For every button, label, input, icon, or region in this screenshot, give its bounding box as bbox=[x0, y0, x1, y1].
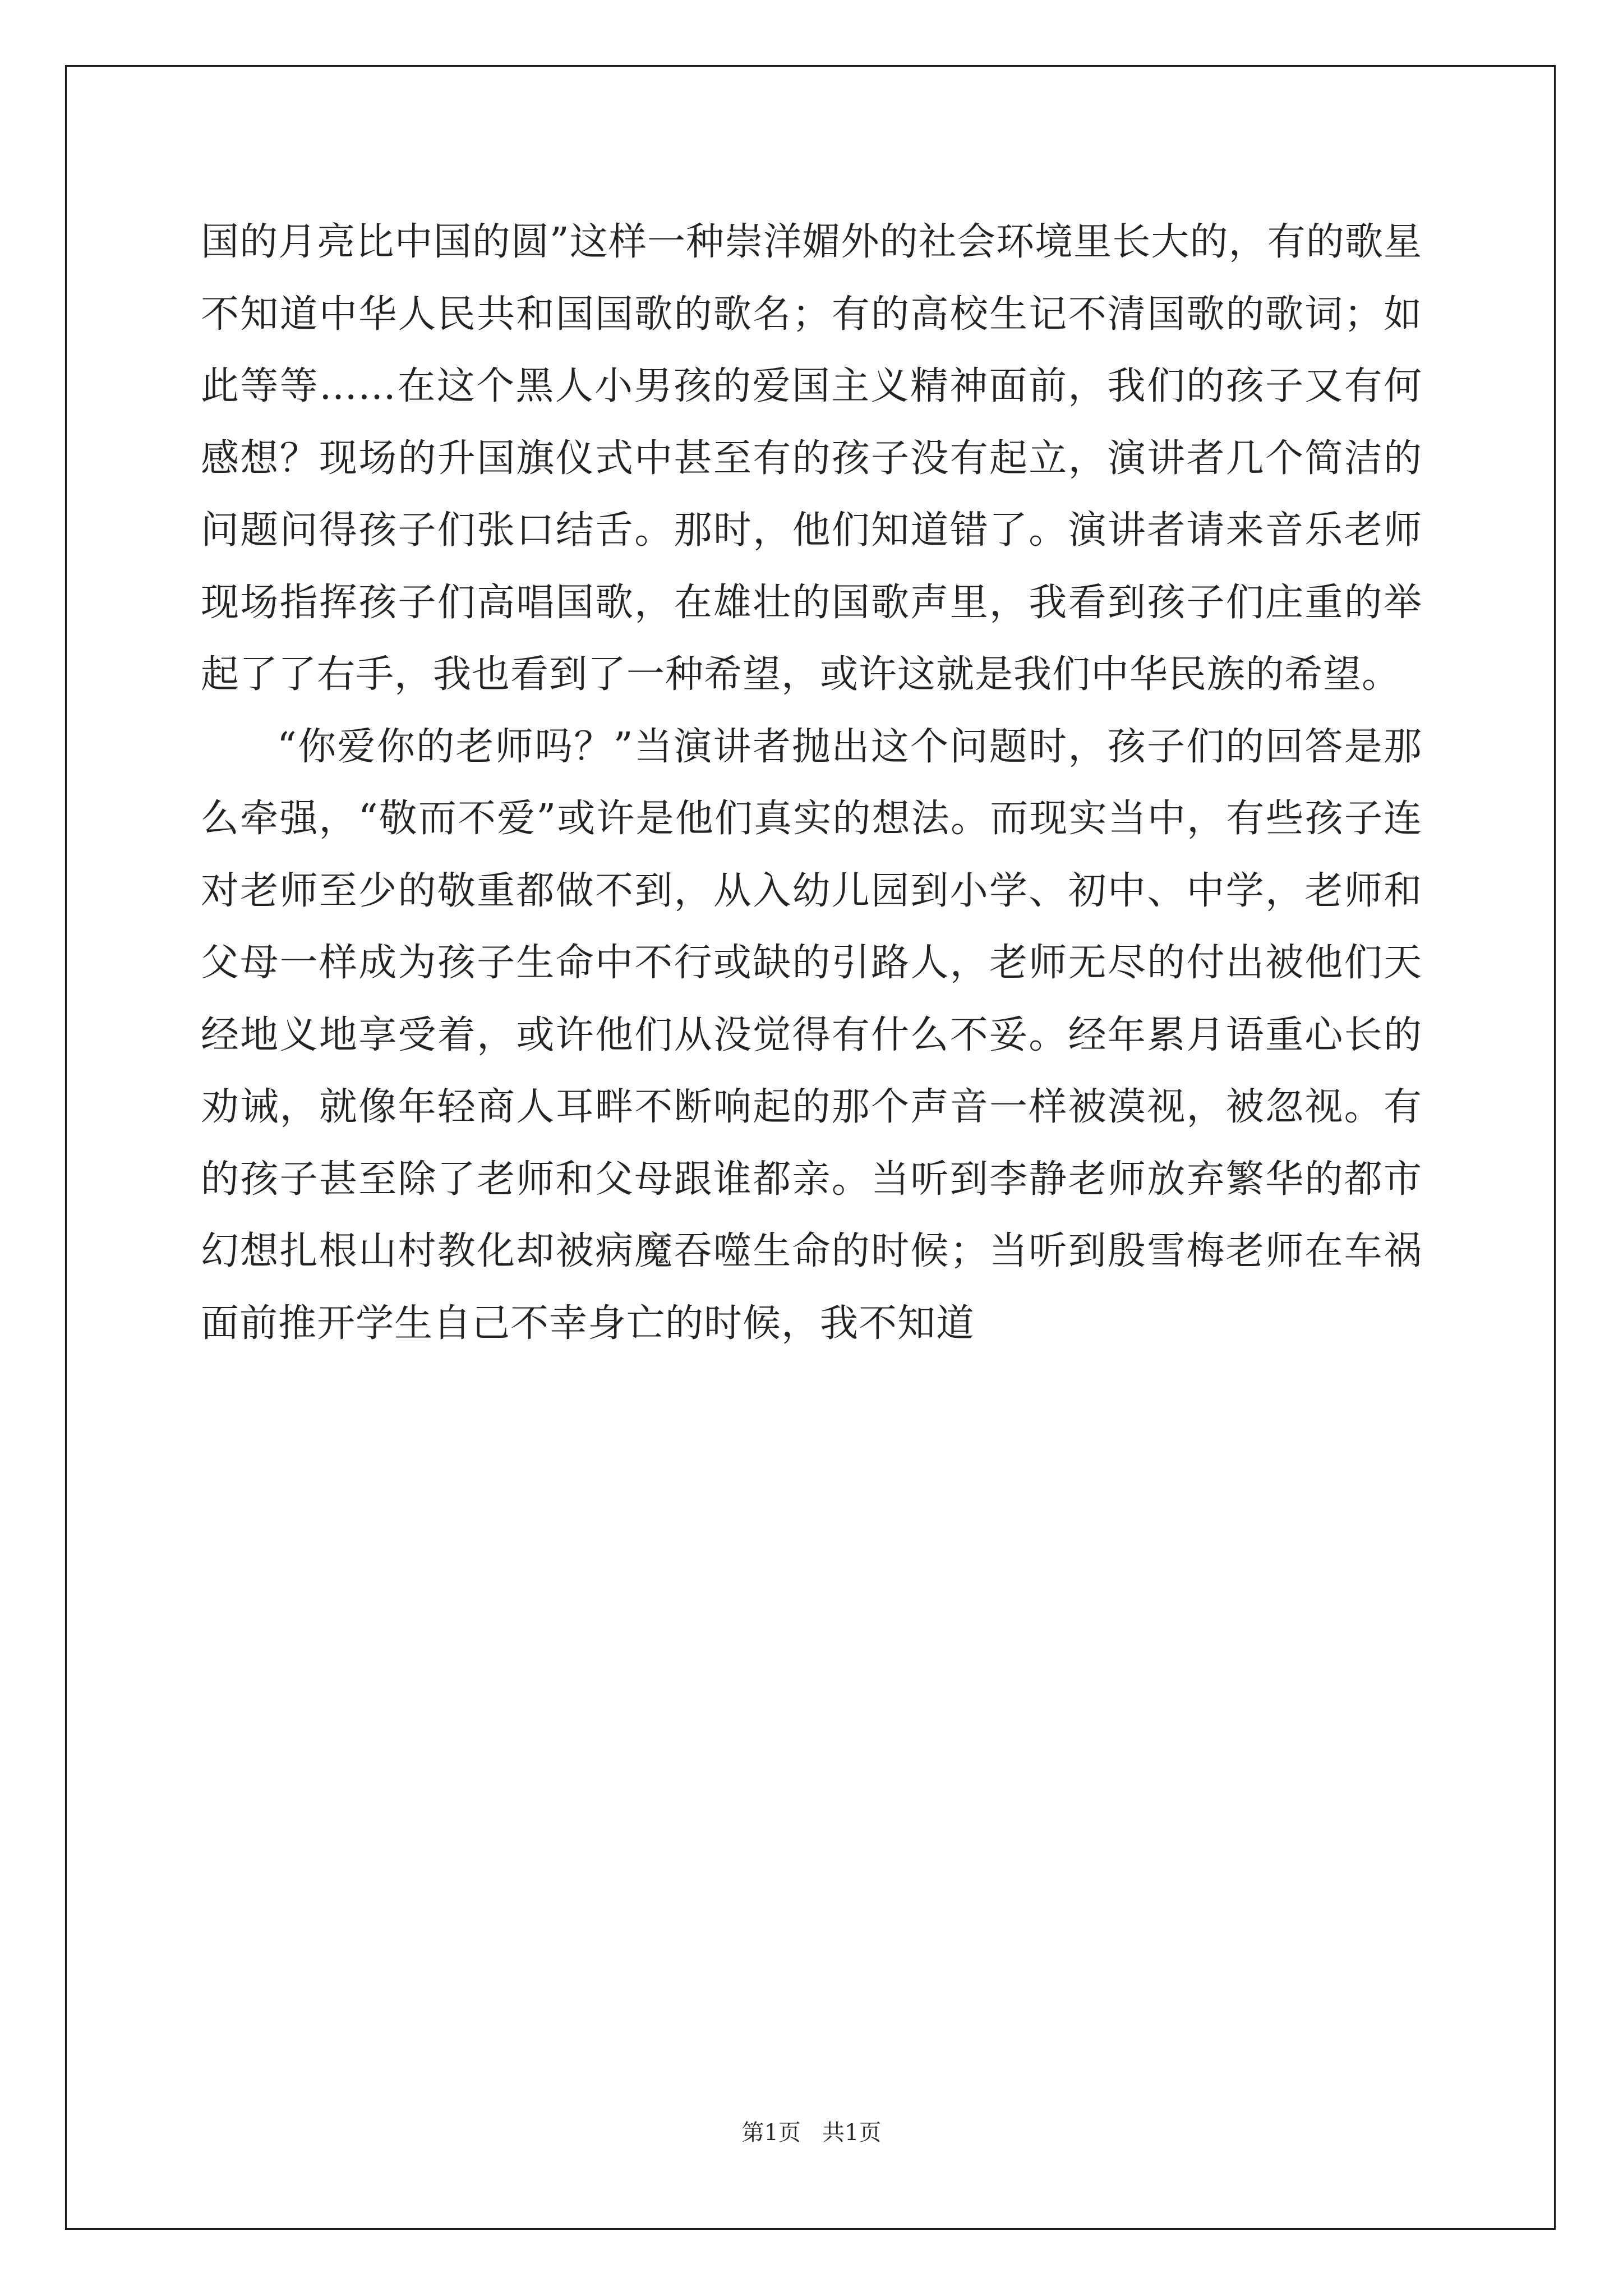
paragraph-2: “你爱你的老师吗？”当演讲者抛出这个问题时，孩子们的回答是那么牵强，“敬而不爱”或许是他们真实的想法。而现实当中，有些孩子连对老师至少的敬重都做不到，从入幼儿园到小学、初中、中学，老师和父母一样成为孩子生命中不行或缺的引路人，老师无尽的付出被他们天经地义地享受着，或许他们从没觉得有什么不妥。经年累月语重心长的劝诫，就像年轻商人耳畔不断响起的那个声音一样被漠视，被忽视。有的孩子甚至除了老师和父母跟谁都亲。当听到李静老师放弃繁华的都市幻想扎根山村教化却被病魔吞噬生命的时候；当听到殷雪梅老师在车祸面前推开学生自己不幸身亡的时候，我不知道 bbox=[201, 724, 1422, 1346]
document-body bbox=[201, 206, 1422, 1360]
paragraph-1: 国的月亮比中国的圆”这样一种崇洋媚外的社会环境里长大的，有的歌星不知道中华人民共和国国歌的歌名；有的高校生记不清国歌的歌词；如此等等……在这个黑人小男孩的爱国主义精神面前，我们的孩子又有何感想？现场的升国旗仪式中甚至有的孩子没有起立，演讲者几个简洁的问题问得孩子们张口结舌。那时，他们知道错了。演讲者请来音乐老师现场指挥孩子们高唱国歌，在雄壮的国歌声里，我看到孩子们庄重的举起了了右手，我也看到了一种希望，或许这就是我们中华民族的希望。 bbox=[201, 220, 1422, 697]
page-footer: 第1页 共1页 bbox=[741, 2120, 882, 2146]
